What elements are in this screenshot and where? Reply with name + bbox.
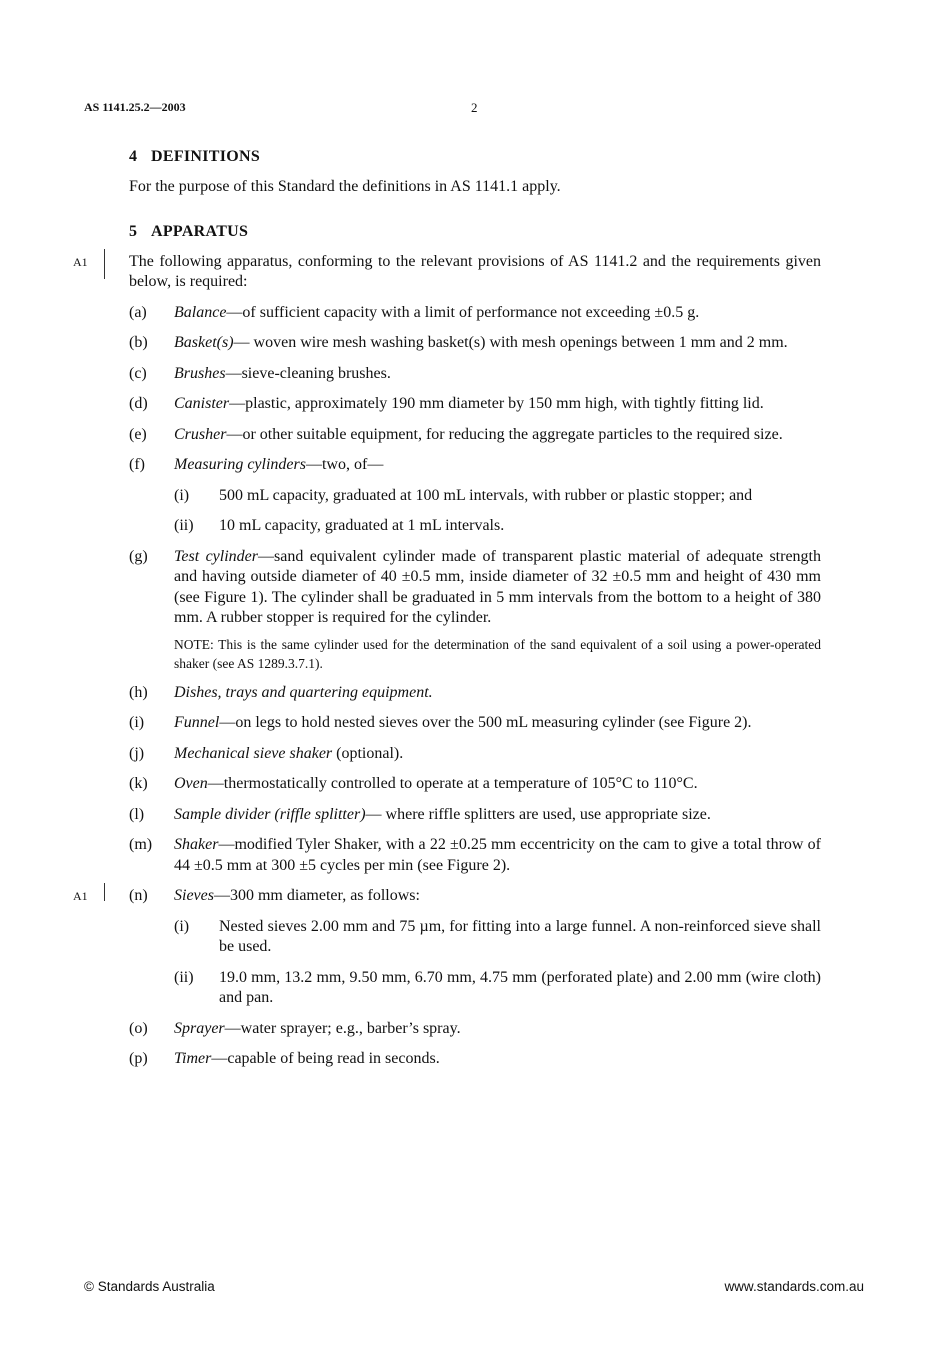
section-5-intro-block xyxy=(73,252,821,293)
list-item xyxy=(129,333,821,354)
sub-item-label: (ii) xyxy=(174,968,194,986)
list-item xyxy=(129,683,821,704)
sub-list-item xyxy=(129,968,821,1009)
item-text: —sieve-cleaning brushes. xyxy=(225,364,391,382)
amendment-bar xyxy=(104,249,105,279)
sub-item-text: 19.0 mm, 13.2 mm, 9.50 mm, 6.70 mm, 4.75 mm (perforated plate) and 2.00 mm (wire cloth) and pan. xyxy=(219,968,821,1006)
item-text: —plastic, approximately 190 mm diameter by 150 mm high, with tightly fitting lid. xyxy=(229,395,764,412)
list-item xyxy=(129,1019,821,1040)
item-term: Balance xyxy=(174,303,227,321)
item-label: (d) xyxy=(129,395,148,412)
item-label: (j) xyxy=(129,744,145,762)
item-text: —or other suitable equipment, for reducing the aggregate particles to the required size. xyxy=(226,425,783,443)
section-4-text: For the purpose of this Standard the definitions in AS 1141.1 apply. xyxy=(129,178,561,195)
amendment-marker: A1 xyxy=(73,254,88,269)
document-body xyxy=(73,146,822,1070)
list-item xyxy=(129,394,821,415)
item-label: (h) xyxy=(129,683,148,701)
item-term: Timer xyxy=(174,1050,212,1067)
item-label: (g) xyxy=(129,547,148,565)
sub-item-label: (i) xyxy=(174,486,190,504)
sub-item-text: 10 mL capacity, graduated at 1 mL intervals. xyxy=(219,517,505,534)
list-item xyxy=(129,364,821,385)
item-label: (c) xyxy=(129,364,147,382)
item-term: Sprayer xyxy=(174,1019,225,1037)
item-term: Funnel xyxy=(174,714,220,731)
item-term: Mechanical sieve shaker xyxy=(174,744,333,762)
item-text: — where riffle splitters are used, use appropriate size. xyxy=(365,805,711,823)
item-label: (m) xyxy=(129,836,153,853)
item-term: Crusher xyxy=(174,425,227,443)
item-text: —on legs to hold nested sieves over the 500 mL measuring cylinder (see Figure 2). xyxy=(219,714,752,731)
sub-item-text: 500 mL capacity, graduated at 100 mL intervals, with rubber or plastic stopper; and xyxy=(219,486,753,504)
item-text: —of sufficient capacity with a limit of performance not exceeding ±0.5 g. xyxy=(226,303,700,321)
sub-list-item xyxy=(129,486,821,507)
list-item xyxy=(129,303,821,324)
footer-website: www.standards.com.au xyxy=(724,1279,864,1294)
item-text: —water sprayer; e.g., barber’s spray. xyxy=(224,1019,461,1037)
item-term: Basket(s) xyxy=(174,334,234,351)
list-item xyxy=(129,425,821,446)
list-item xyxy=(129,713,821,734)
item-label: (l) xyxy=(129,805,145,823)
item-label: (n) xyxy=(129,887,148,904)
list-item xyxy=(129,744,821,765)
header-document-code: AS 1141.25.2—2003 xyxy=(84,100,186,114)
item-term: Sieves xyxy=(174,887,214,904)
list-item xyxy=(129,805,821,826)
item-note: NOTE: This is the same cylinder used for the determination of the sand equivalent of a soil using a power-operated shaker (see AS 1289.3.7.1). xyxy=(174,636,821,671)
item-label: (o) xyxy=(129,1019,148,1037)
item-text: —capable of being read in seconds. xyxy=(211,1050,440,1067)
item-text: —two, of— xyxy=(305,456,384,473)
item-term: Canister xyxy=(174,395,230,412)
amendment-marker: A1 xyxy=(73,889,88,903)
item-term: Brushes xyxy=(174,364,226,382)
item-label: (a) xyxy=(129,303,147,321)
list-item xyxy=(129,1049,821,1070)
sub-item-label: (ii) xyxy=(174,517,194,534)
item-term: Measuring cylinders xyxy=(174,456,306,473)
sub-item-text: Nested sieves 2.00 mm and 75 µm, for fitting into a large funnel. A non-reinforced sieve shall be used. xyxy=(219,917,821,955)
section-5-heading: 5 APPARATUS xyxy=(129,222,249,240)
item-term: Oven xyxy=(174,775,208,792)
list-item xyxy=(129,547,821,629)
amendment-bar xyxy=(104,883,105,901)
item-text: —thermostatically controlled to operate at a temperature of 105°C to 110°C. xyxy=(207,775,698,792)
item-text: (optional). xyxy=(332,744,404,762)
header-page-number: 2 xyxy=(471,100,478,115)
item-label: (b) xyxy=(129,334,148,351)
item-text: —300 mm diameter, as follows: xyxy=(213,887,420,904)
footer-copyright: © Standards Australia xyxy=(84,1279,215,1294)
list-item xyxy=(73,886,821,907)
sub-list-item xyxy=(129,917,821,958)
item-term: Shaker xyxy=(174,836,219,853)
item-term: Test cylinder xyxy=(174,547,258,565)
item-term: Dishes, trays and quartering equipment. xyxy=(174,683,433,701)
item-label: (k) xyxy=(129,775,148,792)
item-text: —sand equivalent cylinder made of transparent plastic material of adequate strength and having outside diameter of 40 ±0.5 mm, inside diameter of 32 ±0.5 mm and height of 430 mm (see Figure 1). The cylinder shall be graduated in 5 mm intervals from the bottom to a height of 380 mm. A rubber stopper is required for the cylinder. xyxy=(174,547,822,626)
item-term: Sample divider (riffle splitter) xyxy=(174,805,366,823)
item-label: (i) xyxy=(129,714,145,731)
list-item xyxy=(129,835,821,876)
sub-list-item xyxy=(129,516,821,537)
item-label: (e) xyxy=(129,425,147,443)
item-text: —modified Tyler Shaker, with a 22 ±0.25 mm eccentricity on the cam to give a total throw of 44 ±0.5 mm at 300 ±5 cycles per min (see Figure 2). xyxy=(174,836,821,874)
list-item xyxy=(129,774,821,795)
section-5-intro: The following apparatus, conforming to the relevant provisions of AS 1141.2 and the requirements given below, is required: xyxy=(129,252,821,290)
item-label: (p) xyxy=(129,1050,148,1067)
section-4-heading: 4 DEFINITIONS xyxy=(129,148,261,165)
item-label: (f) xyxy=(129,456,145,473)
list-item xyxy=(129,455,821,476)
item-text: — woven wire mesh washing basket(s) with mesh openings between 1 mm and 2 mm. xyxy=(233,334,788,351)
sub-item-label: (i) xyxy=(174,917,190,935)
apparatus-list xyxy=(73,303,822,1070)
